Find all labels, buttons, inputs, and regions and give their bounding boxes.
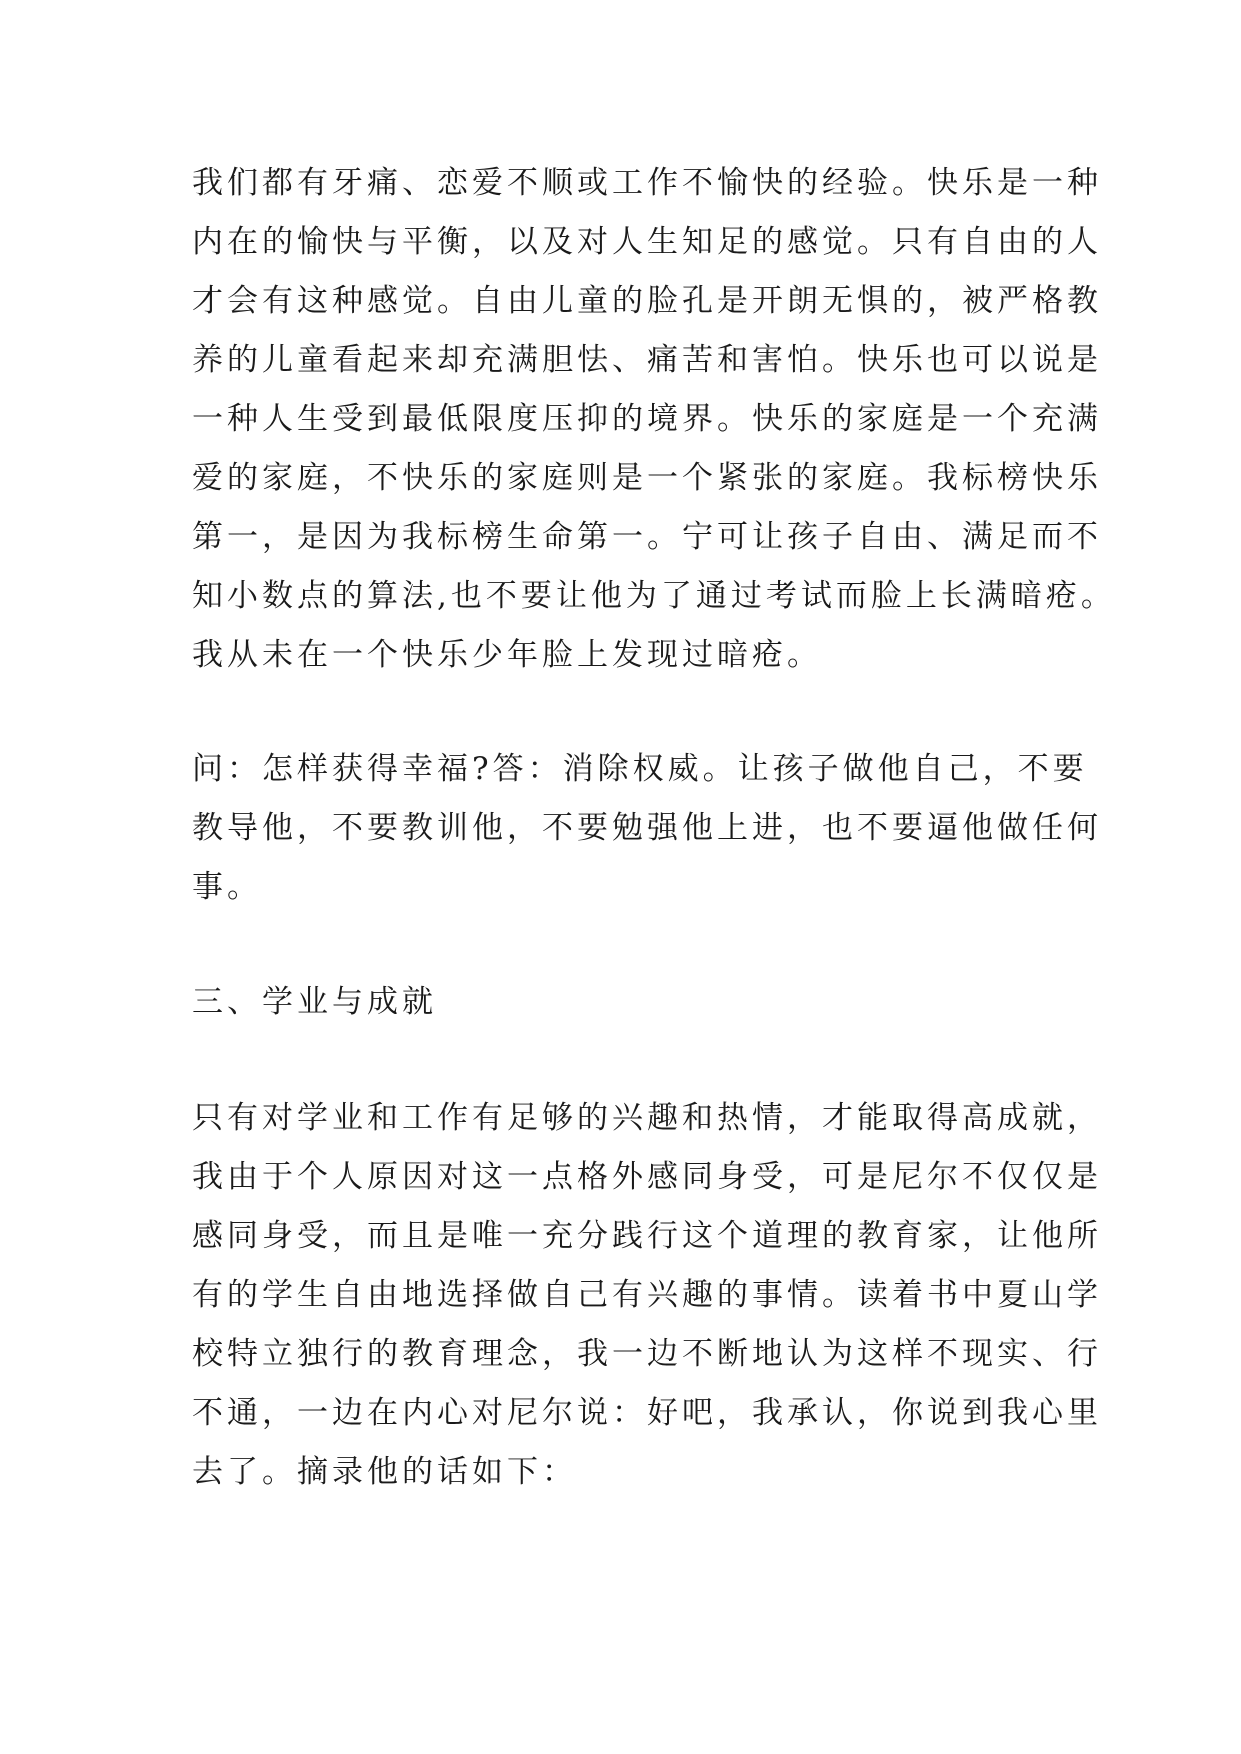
text-line: 才会有这种感觉。自由儿童的脸孔是开朗无惧的，被严格教 <box>192 283 1102 319</box>
paragraph-happiness <box>192 154 1116 685</box>
text-line: 有的学生自由地选择做自己有兴趣的事情。读着书中夏山学 <box>192 1277 1102 1313</box>
text-line: 一种人生受到最低限度压抑的境界。快乐的家庭是一个充满 <box>192 401 1102 437</box>
text-line: 校特立独行的教育理念，我一边不断地认为这样不现实、行 <box>192 1336 1102 1372</box>
text-line: 爱的家庭，不快乐的家庭则是一个紧张的家庭。我标榜快乐 <box>192 460 1102 496</box>
text-line: 不通，一边在内心对尼尔说：好吧，我承认，你说到我心里 <box>192 1395 1102 1431</box>
paragraph-qa <box>192 740 1102 917</box>
text-line: 内在的愉快与平衡，以及对人生知足的感觉。只有自由的人 <box>192 224 1102 260</box>
paragraph-achievement <box>192 1089 1102 1502</box>
text-line: 第一，是因为我标榜生命第一。宁可让孩子自由、满足而不 <box>192 519 1102 555</box>
text-line: 去了。摘录他的话如下： <box>192 1454 577 1490</box>
text-line: 我从未在一个快乐少年脸上发现过暗疮。 <box>192 637 822 673</box>
text-line: 问：怎样获得幸福?答：消除权威。让孩子做他自己，不要 <box>192 751 1088 787</box>
section-heading <box>192 973 1052 1032</box>
text-line: 只有对学业和工作有足够的兴趣和热情，才能取得高成就， <box>192 1100 1102 1136</box>
section-heading-text: 三、学业与成就 <box>192 984 437 1020</box>
text-line: 我由于个人原因对这一点格外感同身受，可是尼尔不仅仅是 <box>192 1159 1102 1195</box>
text-line: 养的儿童看起来却充满胆怯、痛苦和害怕。快乐也可以说是 <box>192 342 1102 378</box>
text-line: 感同身受，而且是唯一充分践行这个道理的教育家，让他所 <box>192 1218 1102 1254</box>
text-line: 教导他，不要教训他，不要勉强他上进，也不要逼他做任何 <box>192 810 1102 846</box>
text-line: 知小数点的算法,也不要让他为了通过考试而脸上长满暗疮。 <box>192 578 1116 614</box>
text-line: 事。 <box>192 869 262 905</box>
text-line: 我们都有牙痛、恋爱不顺或工作不愉快的经验。快乐是一种 <box>192 165 1102 201</box>
